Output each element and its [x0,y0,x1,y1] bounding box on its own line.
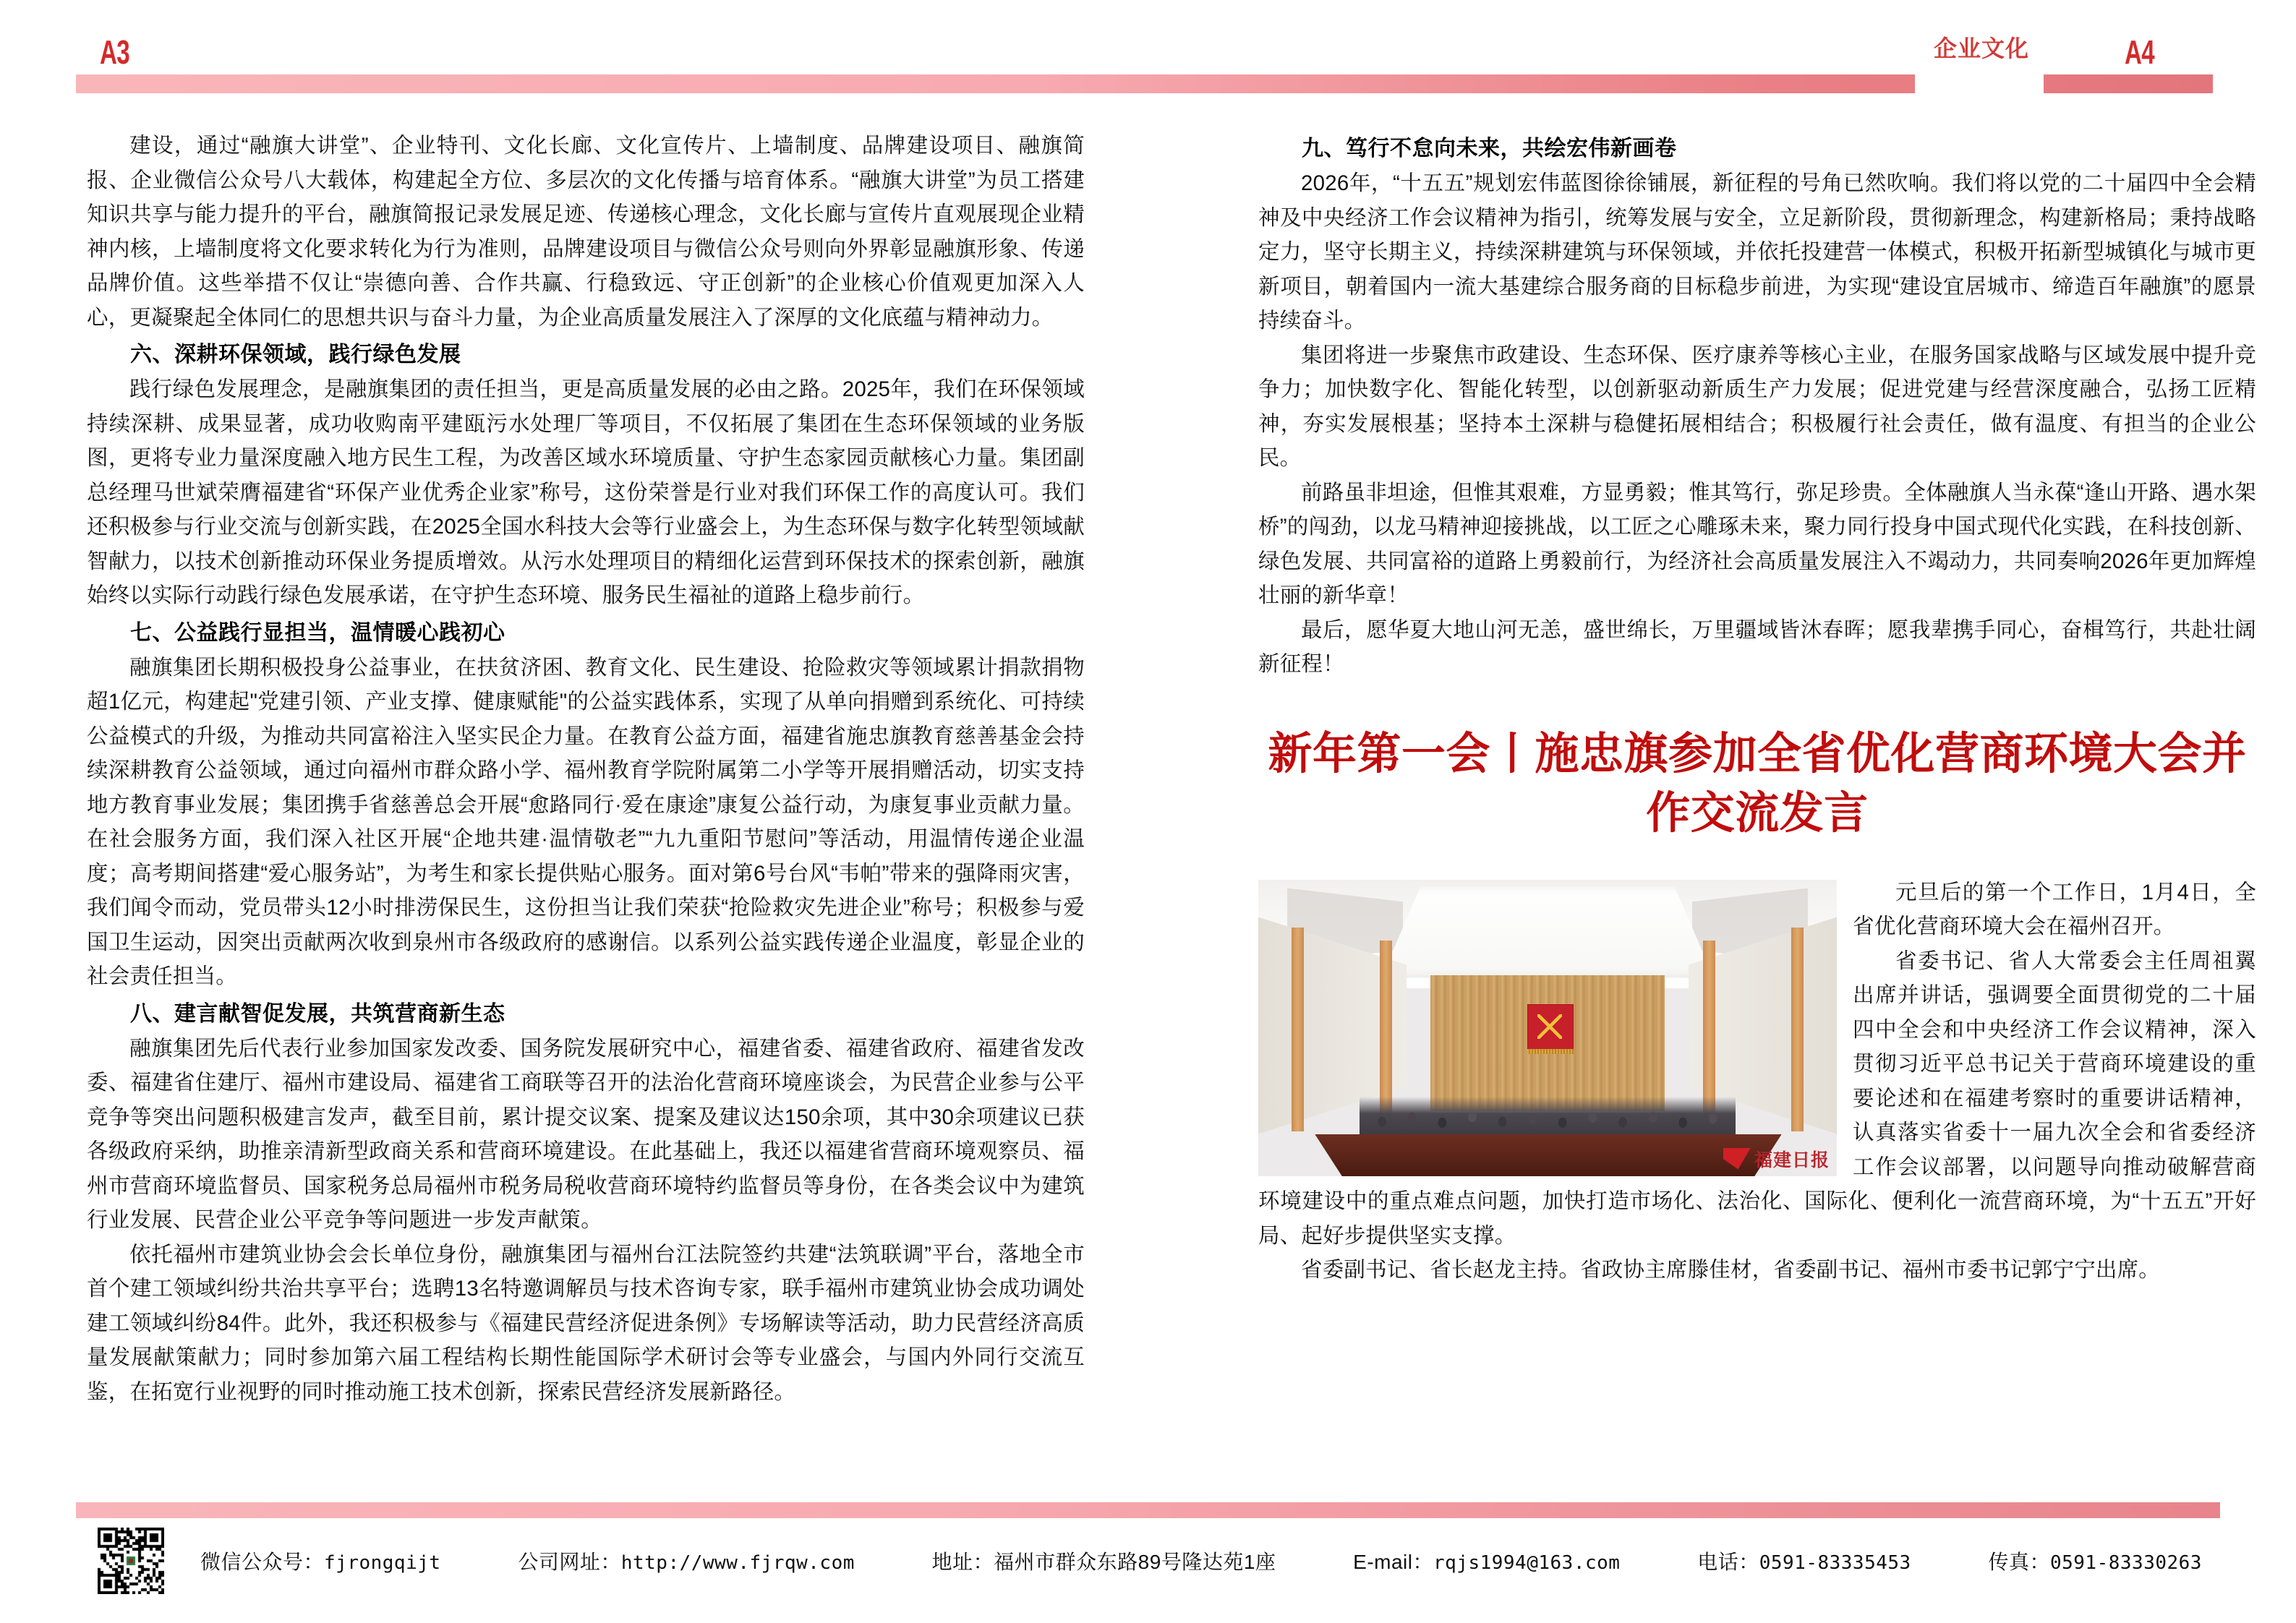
footer-wechat-value: fjrongqijt [324,1552,441,1574]
photo-emblem-fringe [1527,1049,1574,1054]
footer-phone-label: 电话： [1697,1551,1759,1573]
body-paragraph: 践行绿色发展理念，是融旗集团的责任担当，更是高质量发展的必由之路。2025年，我们在环保领域持续深耕、成果显著，成功收购南平建瓯污水处理厂等项目，不仅拓展了集团在生态环保领域的业务版图，更将专业力量深度融入地方民生工程，为改善区域水环境质量、守护生态家园贡献核心力量。集团副总经理马世斌荣膺福建省“环保产业优秀企业家”称号，这份荣誉是行业对我们环保工作的高度认可。我们还积极参与行业交流与创新实践，在2025全国水科技大会等行业盛会上，为生态环保与数字化转型领域献智献力，以技术创新推动环保业务提质增效。从污水处理项目的精细化运营到环保技术的探索创新，融旗始终以实际行动践行绿色发展承诺，在守护生态环境、服务民生福祉的道路上稳步前行。 [87,377,1085,607]
footer [76,1521,2224,1601]
article-photo-wrap [1258,875,2256,1288]
photo-pillar [1380,941,1392,1121]
photo-pillar [1292,928,1304,1131]
footer-fax [1988,1546,2202,1575]
folio-right: A4 [2125,33,2154,71]
section-heading-nine: 九、笃行不怠向未来，共绘宏伟新画卷 [1302,137,1677,160]
footer-wechat-label: 微信公众号： [200,1551,325,1573]
photo-pillar [1703,941,1715,1121]
footer-phone-value: 0591-83335453 [1759,1552,1911,1574]
photo-head-table [1315,1134,1782,1176]
section-heading-six: 六、深耕环保领域，践行绿色发展 [130,343,461,367]
body-paragraph: 集团将进一步聚焦市政建设、生态环保、医疗康养等核心主业，在服务国家战略与区域发展中提升竞争力；加快数字化、智能化转型，以创新驱动新质生产力发展；促进党建与经营深度融合，弘扬工匠精神，夯实发展根基；坚持本土深耕与稳健拓展相结合；积极履行社会责任，做有温度、有担当的企业公民。 [1258,343,2256,470]
footer-contact-list [200,1546,2224,1575]
section-heading-seven: 七、公益践行显担当，温情暖心践初心 [130,620,505,645]
footer-rule [76,1502,2220,1518]
body-paragraph: 前路虽非坦途，但惟其艰难，方显勇毅；惟其笃行，弥足珍贵。全体融旗人当永葆“逢山开路、遇水架桥”的闯劲，以龙马精神迎接挑战，以工匠之心雕琢未来，聚力同行投身中国式现代化实践，在科技创新、绿色发展、共同富裕的道路上勇毅前行，为经济社会高质量发展注入不竭动力，共同奏响2026年更加辉煌壮丽的新华章！ [1258,480,2256,607]
footer-address-value: 福州市群众东路89号隆达苑1座 [994,1551,1276,1573]
header-tab-notch [1915,71,2044,97]
footer-address-label: 地址： [931,1551,994,1573]
left-column [87,129,1085,1409]
footer-email-label: E-mail： [1353,1551,1433,1573]
footer-address [932,1546,1276,1575]
body-paragraph: 融旗集团长期积极投身公益事业，在扶贫济困、教育文化、民生建设、抢险救灾等领域累计捐款捐物超1亿元，构建起"党建引领、产业支撑、健康赋能"的公益实践体系，实现了从单向捐赠到系统化、可持续公益模式的升级，为推动共同富裕注入坚实民企力量。在教育公益方面，福建省施忠旗教育慈善基金会持续深耕教育公益领域，通过向福州市群众路小学、福州教育学院附属第二小学等开展捐赠活动，切实支持地方教育事业发展；集团携手省慈善总会开展“愈路同行·爱在康途”康复公益行动，为康复事业贡献力量。在社会服务方面，我们深入社区开展“企地共建·温情敬老”“九九重阳节慰问”等活动，用温情传递企业温度；高考期间搭建“爱心服务站”，为考生和家长提供贴心服务。面对第6号台风“韦帕”带来的强降雨灾害，我们闻令而动，党员带头12小时排涝保民生，这份担当让我们荣获“抢险救灾先进企业”称号；积极参与爱国卫生运动，因突出贡献两次收到泉州市各级政府的感谢信。以系列公益实践传递企业温度，彰显企业的社会责任担当。 [87,655,1085,988]
folio-left: A3 [100,33,129,71]
section-heading-eight: 八、建言献智促发展，共筑营商新生态 [130,1001,505,1026]
photo-watermark-text: 福建日报 [1754,1150,1830,1170]
article-headline: 新年第一会丨施忠旗参加全省优化营商环境大会并作交流发言 [1268,728,2247,837]
footer-email-value[interactable]: rqjs1994@163.com [1433,1552,1621,1574]
right-column [1258,129,2256,1288]
photo-audience [1360,1097,1736,1139]
conference-hall-photo [1258,880,1837,1176]
body-paragraph: 2026年，“十五五”规划宏伟蓝图徐徐铺展，新征程的号角已然吹响。我们将以党的二十届四中全会精神及中央经济工作会议精神为指引，统筹发展与安全，立足新阶段，贯彻新理念，构建新格局；秉持战略定力，坚守长期主义，持续深耕建筑与环保领域，并依托投建营一体模式，积极开拓新型城镇化与城市更新项目，朝着国内一流大基建综合服务商的目标稳步前进，为实现“建设宜居城市、缔造百年融旗”的愿景持续奋斗。 [1258,171,2256,333]
photo-pillar [1791,928,1804,1131]
article-paragraph: 元旦后的第一个工作日，1月4日，全省优化营商环境大会在福州召开。 [1853,880,2256,938]
footer-wechat [200,1546,441,1575]
body-paragraph: 依托福州市建筑业协会会长单位身份，融旗集团与福州台江法院签约共建“法筑联调”平台，落地全市首个建工领域纠纷共治共享平台；选聘13名特邀调解员与技术咨询专家，联手福州市建筑业协会成功调处建工领域纠纷84件。此外，我还积极参与《福建民营经济促进条例》专场解读等活动，助力民营经济高质量发展献策献力；同时参加第六届工程结构长期性能国际学术研讨会等专业盛会，与国内外同行交流互鉴，在拓宽行业视野的同时推动施工技术创新，探索民营经济发展新路径。 [87,1242,1085,1404]
page-header [0,0,2296,108]
wechat-qr-code-icon [98,1528,164,1594]
photo-ceiling-skylight [1381,886,1714,978]
party-emblem-icon [1527,1004,1574,1050]
body-paragraph: 建设，通过“融旗大讲堂”、企业特刊、文化长廊、文化宣传片、上墙制度、品牌建设项目、融旗简报、企业微信公众号八大载体，构建起全方位、多层次的文化传播与培育体系。“融旗大讲堂”为员工搭建知识共享与能力提升的平台，融旗简报记录发展足迹、传递核心理念，文化长廊与宣传片直观展现企业精神内核，上墙制度将文化要求转化为行为准则，品牌建设项目与微信公众号则向外界彰显融旗形象、传递品牌价值。这些举措不仅让“崇德向善、合作共赢、行稳致远、守正创新”的企业核心价值观更加深入人心，更凝聚起全体同仁的思想共识与奋斗力量，为企业高质量发展注入了深厚的文化底蕴与精神动力。 [87,134,1085,330]
footer-website-value[interactable]: http://www.fjrqw.com [620,1552,855,1574]
article-paragraph: 省委书记、省人大常委会主任周祖翼出席并讲话，强调要全面贯彻党的二十届四中全会和中央经济工作会议精神，深入贯彻习近平总书记关于营商环境建设的重要论述和在福建考察时的重要讲话精神，认真落实省委十一届九次全会和省委经济工作会议部署，以问题导向推动破解营商环境建设中的重点难点问题，加快打造市场化、法治化、国际化、便利化一流营商环境，为“十五五”开好局、起好步提供坚实支撑。 [1258,948,2256,1248]
article-paragraph: 省委副书记、省长赵龙主持。省政协主席滕佳材，省委副书记、福州市委书记郭宁宁出席。 [1301,1258,2161,1282]
photo-watermark [1723,1146,1830,1172]
footer-website [518,1546,855,1575]
footer-phone [1697,1546,1911,1575]
footer-website-label: 公司网址： [518,1551,621,1573]
header-rule [76,74,2213,93]
footer-fax-label: 传真： [1988,1551,2050,1573]
fujian-daily-logo-icon [1723,1148,1751,1170]
header-section-label: 企业文化 [1933,35,2029,61]
body-paragraph: 最后，愿华夏大地山河无恙，盛世绵长，万里疆域皆沐春晖；愿我辈携手同心，奋楫笃行，共赴壮阔新征程！ [1258,617,2256,676]
footer-fax-value: 0591-83330263 [2049,1552,2202,1574]
body-paragraph: 融旗集团先后代表行业参加国家发改委、国务院发展研究中心，福建省委、福建省政府、福建省发改委、福建省住建厅、福州市建设局、福建省工商联等召开的法治化营商环境座谈会，为民营企业参与公平竞争等突出问题积极建言发声，截至目前，累计提交议案、提案及建议达150余项，其中30余项建议已获各级政府采纳，助推亲清新型政商关系和营商环境建设。在此基础上，我还以福建省营商环境观察员、福州市营商环境监督员、国家税务总局福州市税务局税收营商环境特约监督员等身份，在各类会议中为建筑行业发展、民营企业公平竞争等问题进一步发声献策。 [87,1036,1085,1232]
footer-email [1353,1546,1620,1575]
